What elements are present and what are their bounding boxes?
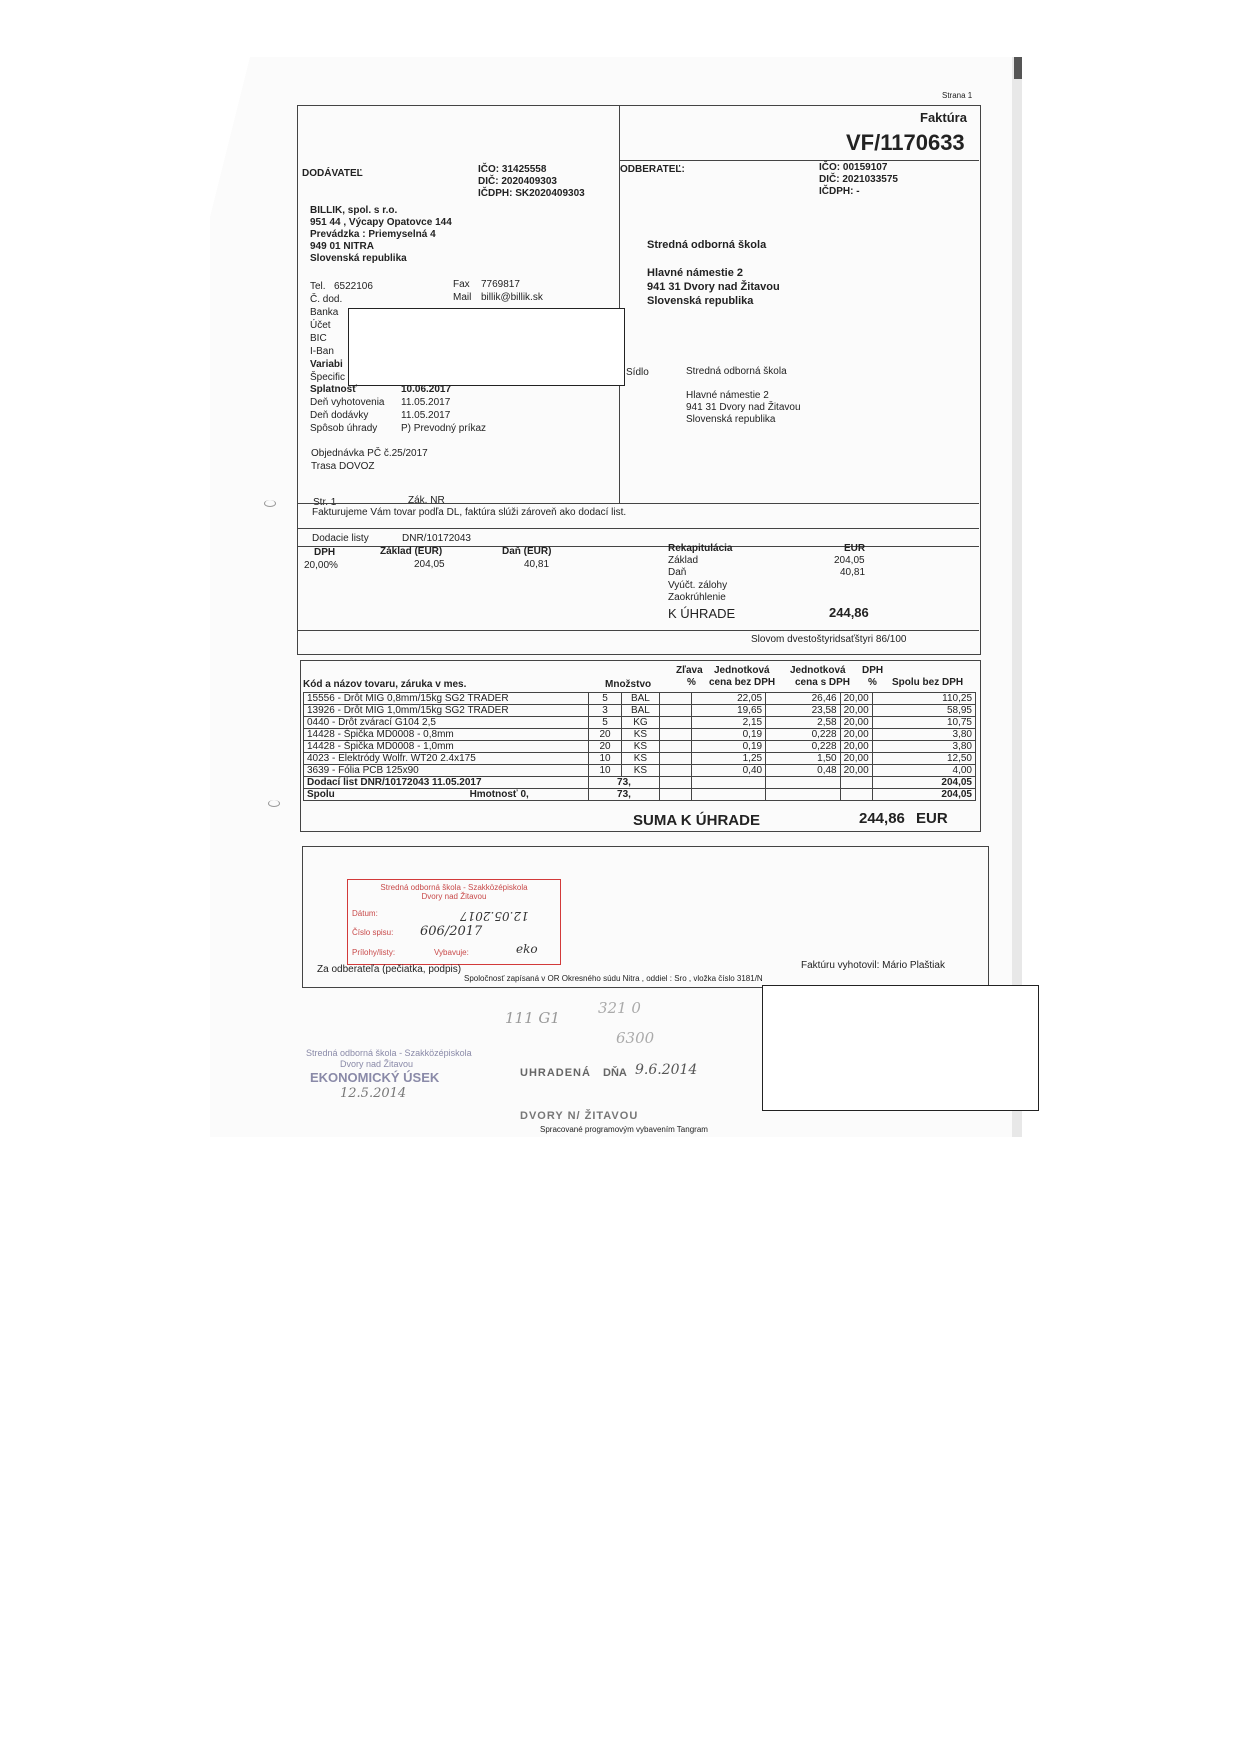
item-discount — [659, 717, 691, 729]
item-vat: 20,00 — [840, 741, 872, 753]
recap-total: 244,86 — [829, 605, 869, 620]
registry-stamp — [347, 879, 561, 965]
col-unit-incl-header: Jednotková — [790, 665, 846, 676]
col-discount-header: Zľava — [676, 665, 703, 676]
item-unit-incl: 23,58 — [766, 705, 841, 717]
item-qty: 10 — [589, 753, 622, 765]
stamp-handler: eko — [516, 942, 538, 956]
stamp-line: Stredná odborná škola - Szakközépiskola — [380, 883, 528, 892]
item-total: 58,95 — [872, 705, 975, 717]
grand-total: 204,05 — [872, 789, 975, 801]
delivery-note-total-qty: 73, — [589, 777, 660, 789]
seat-label: Sídlo — [626, 367, 649, 378]
amount-due: 244,86 — [859, 810, 905, 827]
item-unit: BAL — [621, 705, 659, 717]
item-unit: KS — [621, 753, 659, 765]
specific-symbol-label: Špecific — [310, 372, 346, 383]
item-name: 0440 - Drôt zvárací G104 2,5 — [304, 717, 589, 729]
item-unit-incl: 26,46 — [766, 693, 841, 705]
seat-country: Slovenská republika — [686, 414, 776, 425]
stamp-file-number: 606/2017 — [420, 924, 483, 939]
recap-currency: EUR — [844, 543, 866, 554]
item-unit-excl: 22,05 — [691, 693, 766, 705]
item-name: 4023 - Elektródy Wolfr. WT20 2.4x175 — [304, 753, 589, 765]
customer-dic: DIČ: 2021033575 — [819, 174, 898, 185]
order-reference: Objednávka PČ č.25/2017 — [311, 448, 428, 459]
item-unit: KG — [621, 717, 659, 729]
customer-name: Stredná odborná škola — [647, 239, 767, 251]
vat-header: DPH — [314, 547, 336, 558]
items-table — [303, 692, 976, 801]
item-unit-excl: 19,65 — [691, 705, 766, 717]
amount-due-label: SUMA K ÚHRADE — [633, 812, 760, 829]
invoice-note: Fakturujeme Vám tovar podľa DL, faktúra slúži zároveň ako dodací list. — [312, 507, 627, 518]
mail-label: Mail — [453, 292, 472, 303]
supplier-heading: DODÁVATEĽ — [302, 168, 363, 179]
customer-address: 941 31 Dvory nad Žitavou — [647, 281, 780, 293]
item-name: 14428 - Špička MD0008 - 0,8mm — [304, 729, 589, 741]
supplier-address: Prevádzka : Priemyselná 4 — [310, 229, 436, 240]
item-unit-excl: 1,25 — [691, 753, 766, 765]
seat-address: Hlavné námestie 2 — [686, 390, 769, 401]
empty-cell — [840, 777, 872, 789]
col-unit-excl-header: Jednotková — [714, 665, 770, 676]
software-note: Spracované programovým vybavením Tangram — [540, 1125, 708, 1134]
grand-total-row — [304, 789, 976, 801]
recap-title: Rekapitulácia — [668, 543, 733, 554]
supplier-ico: IČO: 31425558 — [478, 164, 547, 175]
customer-ico: IČO: 00159107 — [819, 162, 888, 173]
paid-stamp: UHRADENÁ — [520, 1067, 591, 1079]
delivery-date-label: Deň dodávky — [310, 410, 369, 421]
delivery-note-total: 204,05 — [872, 777, 975, 789]
item-unit: KS — [621, 765, 659, 777]
handwritten-note: 6300 — [616, 1029, 655, 1047]
paid-stamp-day-label: DŇA — [603, 1067, 627, 1079]
payment-method: P) Prevodný príkaz — [401, 423, 487, 434]
item-unit-incl: 0,228 — [766, 741, 841, 753]
empty-cell — [766, 777, 841, 789]
company-register: Spoločnosť zapísaná v OR Okresného súdu Nitra , oddiel : Sro , vložka číslo 3181/N — [464, 974, 763, 983]
fax-label: Fax — [453, 279, 470, 290]
item-discount — [659, 729, 691, 741]
delivery-date: 11.05.2017 — [401, 410, 451, 421]
item-total: 3,80 — [872, 741, 975, 753]
empty-cell — [840, 789, 872, 801]
tax-header: Daň (EUR) — [502, 546, 552, 557]
page-label: Strana 1 — [942, 91, 973, 100]
punch-hole-mark — [264, 500, 276, 507]
payment-method-label: Spôsob úhrady — [310, 423, 378, 434]
grand-total-label — [304, 789, 589, 801]
punch-hole-mark — [268, 800, 280, 807]
base-header: Základ (EUR) — [380, 546, 443, 557]
empty-cell — [691, 777, 766, 789]
item-unit-incl: 2,58 — [766, 717, 841, 729]
divider — [619, 160, 979, 161]
item-qty: 5 — [589, 717, 622, 729]
item-vat: 20,00 — [840, 753, 872, 765]
weight: Hmotnosť 0, — [469, 789, 529, 800]
stamp-line: Dvory nad Žitavou — [421, 892, 487, 901]
empty-cell — [691, 789, 766, 801]
recap-base: 204,05 — [834, 555, 865, 566]
vat-amount: 40,81 — [524, 559, 550, 570]
recap-total-label: K ÚHRADE — [668, 606, 736, 621]
recap-tax: 40,81 — [840, 567, 866, 578]
recap-deposits-label: Vyúčt. zálohy — [668, 580, 728, 591]
invoice-number: VF/1170633 — [846, 130, 965, 155]
vat-base: 204,05 — [414, 559, 445, 570]
customer-code: Zák. NR — [408, 495, 445, 506]
empty-cell — [766, 789, 841, 801]
stamp-handler-label: Vybavuje: — [434, 948, 469, 957]
divider — [297, 528, 979, 529]
page-number: Str. 1 — [313, 497, 337, 508]
item-unit: BAL — [621, 693, 659, 705]
item-total: 12,50 — [872, 753, 975, 765]
economic-dept-stamp: Stredná odborná škola - Szakközépiskola — [306, 1048, 472, 1058]
due-date-label: Splatnosť — [310, 384, 358, 395]
amount-in-words: Slovom dvestoštyridsaťštyri 86/100 — [751, 634, 907, 645]
redaction-box — [348, 308, 625, 386]
grand-total-qty: 73, — [589, 789, 660, 801]
amount-due-currency: EUR — [916, 810, 948, 827]
item-discount — [659, 741, 691, 753]
item-total: 10,75 — [872, 717, 975, 729]
economic-dept-stamp: Dvory nad Žitavou — [340, 1059, 414, 1069]
empty-cell — [659, 777, 691, 789]
stamp-date: 12.05.2017 — [460, 909, 529, 923]
variable-symbol-label: Variabi — [310, 359, 343, 370]
supplier-country: Slovenská republika — [310, 253, 407, 264]
item-discount — [659, 693, 691, 705]
item-unit-incl: 0,228 — [766, 729, 841, 741]
fax-value: 7769817 — [481, 279, 520, 290]
item-vat: 20,00 — [840, 729, 872, 741]
economic-dept-stamp: EKONOMICKÝ ÚSEK — [310, 1070, 440, 1085]
item-total: 110,25 — [872, 693, 975, 705]
customer-icdph: IČDPH: - — [819, 186, 860, 197]
buyer-signature-label: Za odberateľa (pečiatka, podpis) — [317, 964, 462, 975]
item-total: 4,00 — [872, 765, 975, 777]
col-vat-header: DPH — [862, 665, 884, 676]
col-total-header: Spolu bez DPH — [892, 677, 964, 688]
sheet-edge — [1012, 57, 1022, 1137]
supplier-address: 951 44 , Výcapy Opatovce 144 — [310, 217, 452, 228]
due-date: 10.06.2017 — [401, 384, 452, 395]
customer-address: Hlavné námestie 2 — [647, 267, 743, 279]
account-label: Účet — [310, 320, 331, 331]
route: Trasa DOVOZ — [311, 461, 375, 472]
supplier-name: BILLIK, spol. s r.o. — [310, 205, 398, 216]
item-qty: 10 — [589, 765, 622, 777]
redaction-box — [762, 985, 1039, 1111]
item-qty: 5 — [589, 693, 622, 705]
customer-country: Slovenská republika — [647, 295, 754, 307]
item-name: 15556 - Drôt MIG 0,8mm/15kg SG2 TRADER — [304, 693, 589, 705]
table-row — [304, 693, 976, 705]
table-row — [304, 753, 976, 765]
issue-date: 11.05.2017 — [401, 397, 451, 408]
item-qty: 20 — [589, 741, 622, 753]
supplier-address: 949 01 NITRA — [310, 241, 374, 252]
delivery-note-total-label: Dodací list DNR/10172043 11.05.2017 — [304, 777, 589, 789]
table-row — [304, 741, 976, 753]
empty-cell — [659, 789, 691, 801]
issue-date-label: Deň vyhotovenia — [310, 397, 385, 408]
supplier-dic: DIČ: 2020409303 — [478, 176, 557, 187]
recap-tax-label: Daň — [668, 567, 687, 578]
tel-value: 6522106 — [334, 281, 373, 292]
handwritten-note: 111 G1 — [505, 1009, 560, 1027]
table-row — [304, 705, 976, 717]
iban-label: I-Ban — [310, 346, 334, 357]
col-discount-header: % — [687, 677, 696, 688]
customer-heading: ODBERATEĽ: — [620, 164, 685, 175]
supplier-icdph: IČDPH: SK2020409303 — [478, 188, 585, 199]
stamp-file-label: Číslo spisu: — [352, 928, 394, 937]
item-discount — [659, 753, 691, 765]
item-unit-excl: 0,19 — [691, 729, 766, 741]
item-unit-incl: 0,48 — [766, 765, 841, 777]
item-discount — [659, 705, 691, 717]
table-row — [304, 717, 976, 729]
divider — [297, 630, 979, 631]
grand-total-text: Spolu — [307, 789, 335, 800]
recap-base-label: Základ — [668, 555, 699, 566]
item-name: 14428 - Špička MD0008 - 1,0mm — [304, 741, 589, 753]
vat-rate: 20,00% — [304, 560, 338, 571]
table-row — [304, 765, 976, 777]
stamp-attachments-label: Prílohy/listy: — [352, 948, 396, 957]
economic-dept-date: 12.5.2014 — [340, 1086, 407, 1101]
cdod-label: Č. dod. — [310, 294, 343, 305]
stamp-date-label: Dátum: — [352, 909, 378, 918]
col-qty-header: Množstvo — [605, 679, 652, 690]
item-unit: KS — [621, 729, 659, 741]
item-vat: 20,00 — [840, 765, 872, 777]
item-unit-excl: 0,40 — [691, 765, 766, 777]
item-qty: 3 — [589, 705, 622, 717]
item-vat: 20,00 — [840, 717, 872, 729]
item-name: 3639 - Fólia PCB 125x90 — [304, 765, 589, 777]
table-row — [304, 729, 976, 741]
bic-label: BIC — [310, 333, 327, 344]
folded-corner — [210, 57, 250, 217]
item-total: 3,80 — [872, 729, 975, 741]
bank-label: Banka — [310, 307, 339, 318]
handwritten-note: 321 0 — [598, 999, 641, 1017]
issued-by: Faktúru vyhotovil: Mário Plaštiak — [801, 960, 945, 971]
item-unit: KS — [621, 741, 659, 753]
item-qty: 20 — [589, 729, 622, 741]
delivery-notes-label: Dodacie listy — [312, 533, 369, 544]
mail-value: billik@billik.sk — [481, 292, 543, 303]
seat-address: 941 31 Dvory nad Žitavou — [686, 402, 801, 413]
item-vat: 20,00 — [840, 705, 872, 717]
col-vat-header: % — [868, 677, 877, 688]
item-vat: 20,00 — [840, 693, 872, 705]
divider — [297, 503, 979, 504]
item-name: 13926 - Drôt MIG 1,0mm/15kg SG2 TRADER — [304, 705, 589, 717]
seat-name: Stredná odborná škola — [686, 366, 787, 377]
doc-type: Faktúra — [920, 110, 967, 125]
col-unit-incl-header: cena s DPH — [795, 677, 851, 688]
recap-rounding-label: Zaokrúhlenie — [668, 592, 726, 603]
item-discount — [659, 765, 691, 777]
delivery-notes: DNR/10172043 — [402, 533, 471, 544]
paid-stamp-place: DVORY N/ ŽITAVOU — [520, 1110, 639, 1122]
item-unit-incl: 1,50 — [766, 753, 841, 765]
paid-date: 9.6.2014 — [635, 1062, 698, 1078]
item-unit-excl: 2,15 — [691, 717, 766, 729]
col-name-header: Kód a názov tovaru, záruka v mes. — [303, 679, 467, 690]
tel-label: Tel. — [310, 281, 326, 292]
item-unit-excl: 0,19 — [691, 741, 766, 753]
sheet-edge-mark — [1014, 57, 1022, 79]
delivery-note-total-row — [304, 777, 976, 789]
col-unit-excl-header: cena bez DPH — [709, 677, 776, 688]
